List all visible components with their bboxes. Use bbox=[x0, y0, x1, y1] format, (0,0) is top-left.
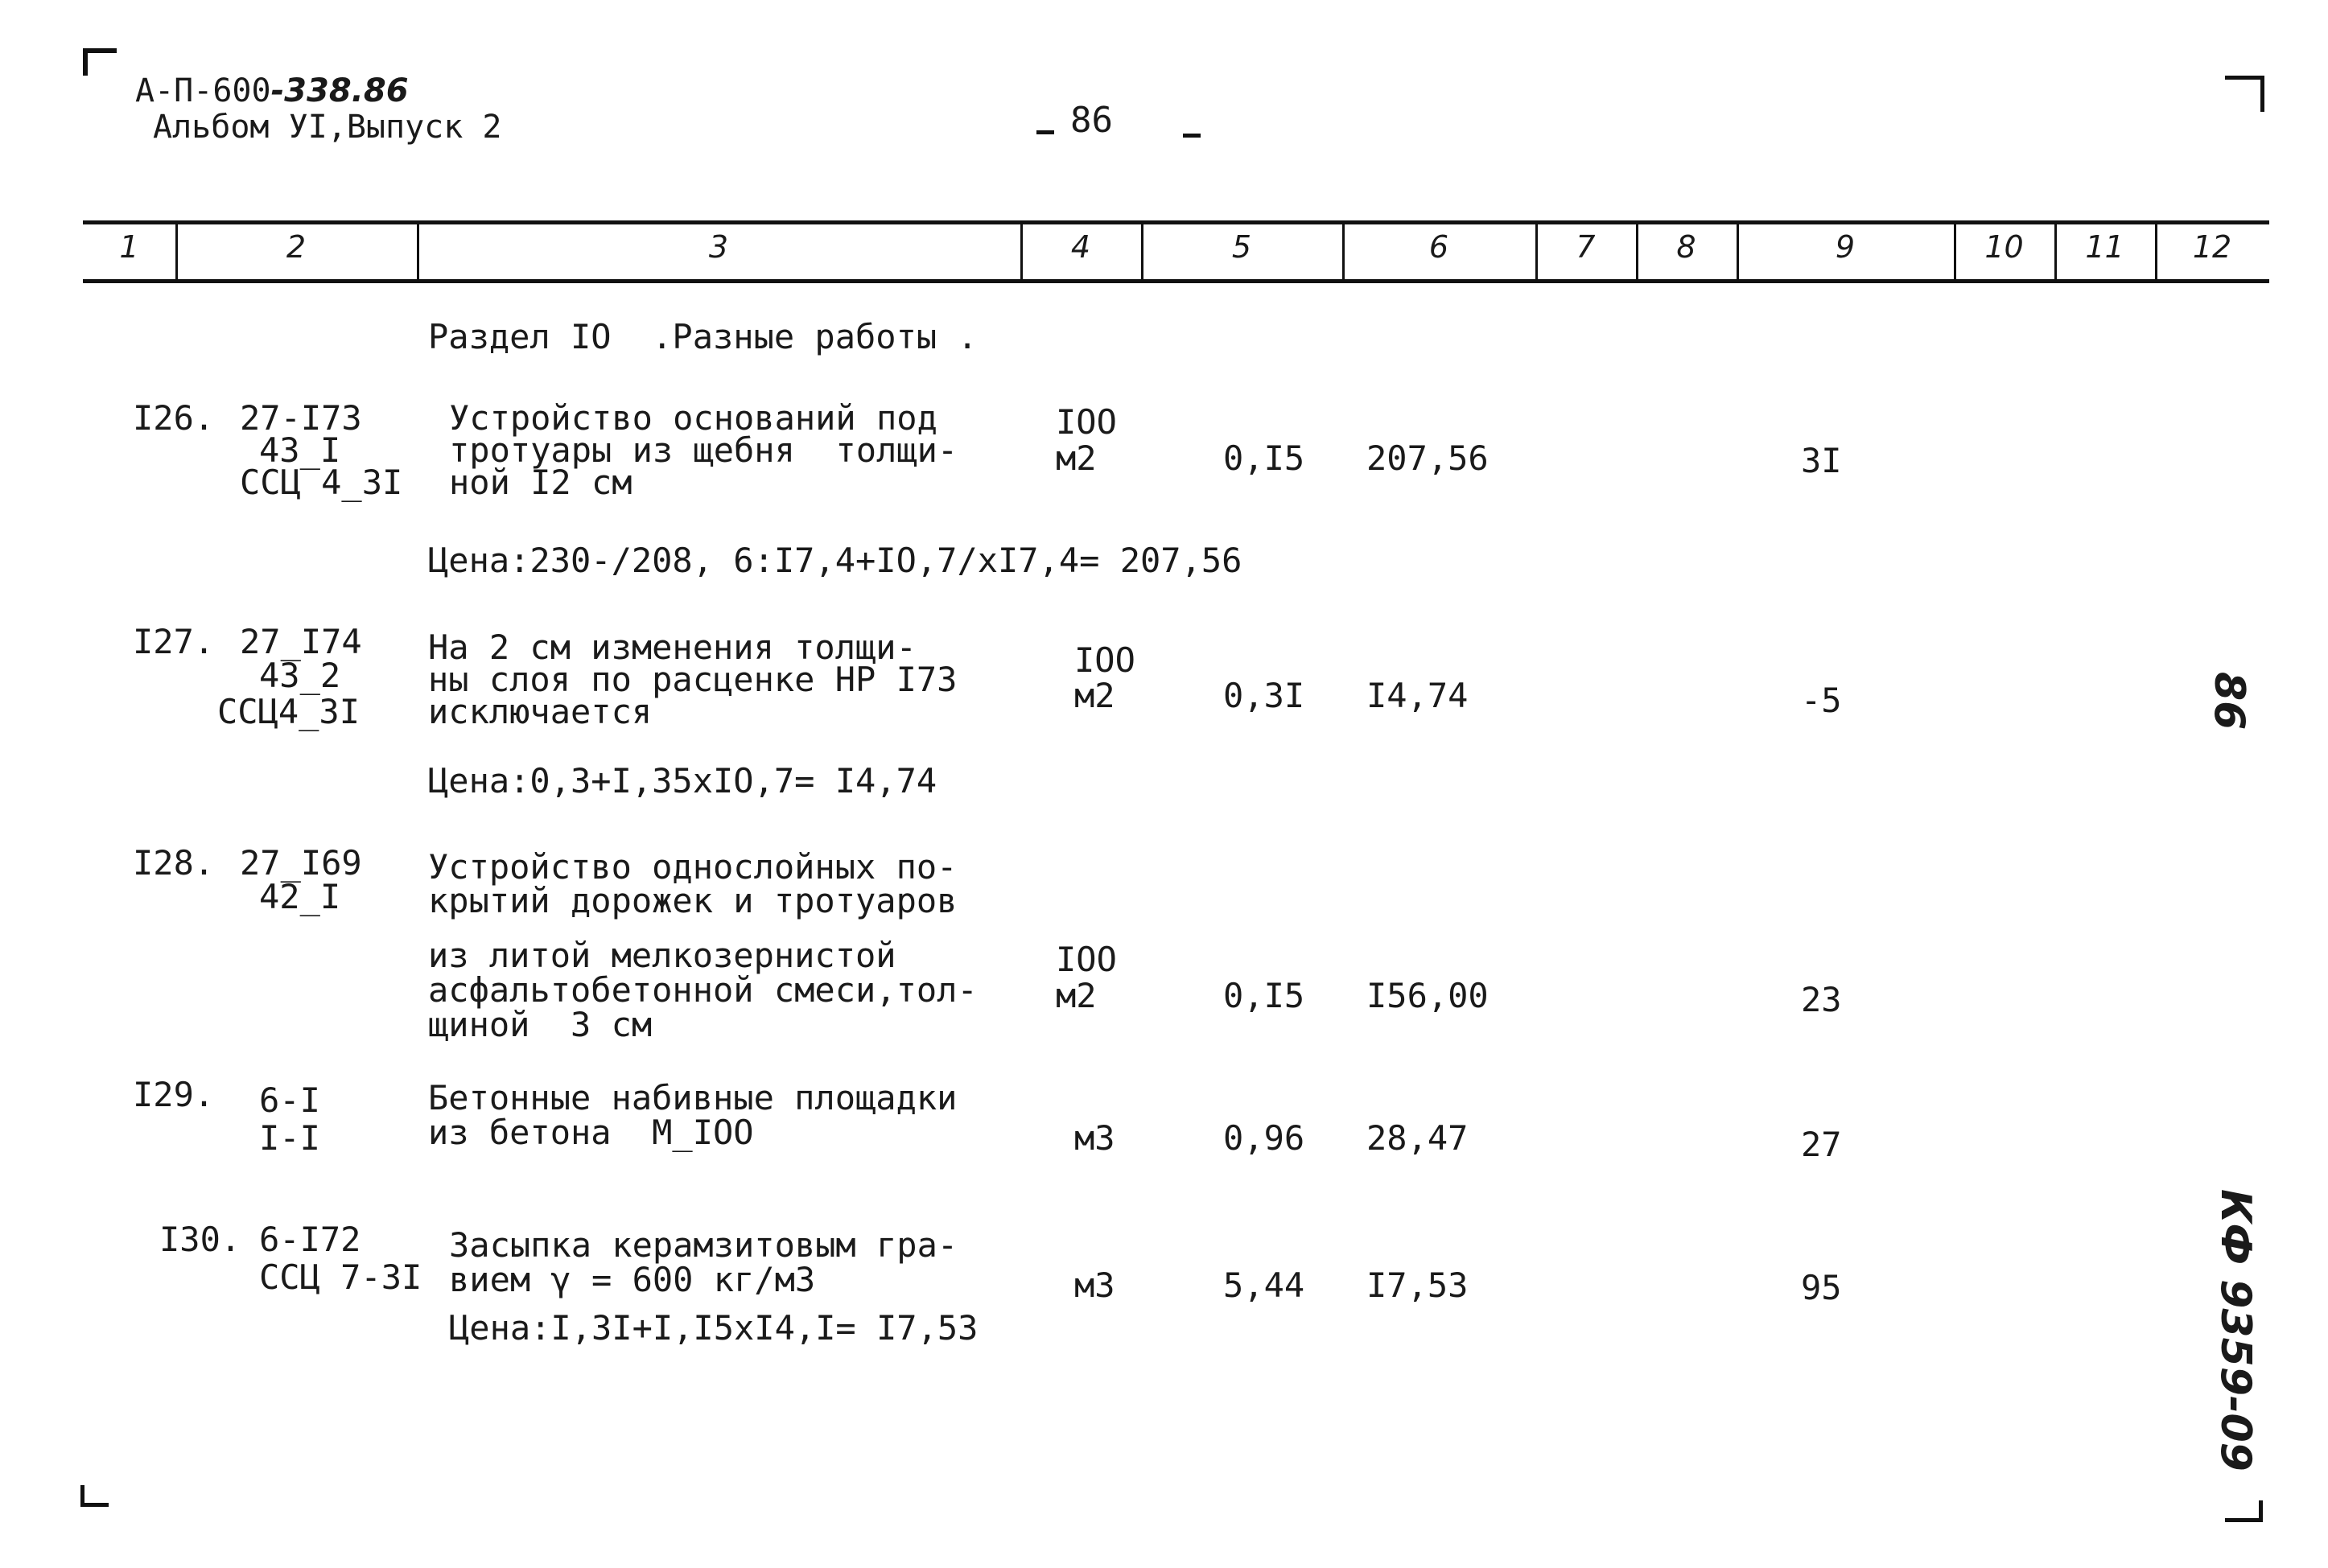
row-unit-price: I56,00 bbox=[1366, 976, 1489, 1015]
row-code: 42_I bbox=[259, 877, 341, 916]
row-price-note: Цена:0,3+I,35xIO,7= I4,74 bbox=[428, 761, 937, 800]
row-column-9: 27 bbox=[1801, 1125, 1842, 1164]
row-unit: м3 bbox=[1074, 1118, 1115, 1158]
column-header-1: 1 bbox=[119, 229, 139, 265]
column-header-2: 2 bbox=[286, 229, 307, 265]
column-header-12: 12 bbox=[2192, 229, 2232, 265]
margin-document-stamp: КФ 9359-09 bbox=[2211, 1189, 2260, 1471]
page-dash-right bbox=[1183, 134, 1201, 138]
table-header-rule bbox=[83, 279, 2269, 283]
margin-page-stamp: 86 bbox=[2205, 672, 2253, 730]
column-header-11: 11 bbox=[2085, 229, 2124, 265]
column-header-7: 7 bbox=[1576, 229, 1596, 265]
page-dash-left bbox=[1036, 130, 1054, 134]
row-column-9: 23 bbox=[1801, 980, 1842, 1019]
row-number: I26. bbox=[133, 398, 215, 438]
column-header-8: 8 bbox=[1676, 229, 1696, 265]
document-code-handwritten: -338.86 bbox=[270, 72, 409, 109]
row-unit: IOO bbox=[1056, 940, 1117, 979]
corner-mark-bottom-left bbox=[80, 1485, 109, 1507]
row-description: Устройство оснований под bbox=[449, 398, 937, 438]
column-header-10: 10 bbox=[1984, 229, 2024, 265]
row-quantity: 5,44 bbox=[1223, 1266, 1305, 1305]
row-unit: м2 bbox=[1056, 438, 1097, 478]
row-unit: м3 bbox=[1074, 1266, 1115, 1305]
corner-mark-top-right bbox=[2225, 76, 2264, 112]
page-number: 86 bbox=[1070, 100, 1113, 141]
row-column-9: -5 bbox=[1801, 681, 1842, 720]
row-code: ССЦ 4_3I bbox=[240, 463, 403, 502]
row-code: 6-I72 bbox=[259, 1220, 361, 1259]
column-header-9: 9 bbox=[1835, 229, 1856, 265]
row-code: 6-I bbox=[259, 1080, 320, 1120]
row-number: I29. bbox=[133, 1075, 215, 1114]
row-unit-price: I4,74 bbox=[1366, 676, 1469, 715]
row-description: Бетонные набивные площадки bbox=[428, 1078, 958, 1117]
row-code: I-I bbox=[259, 1118, 320, 1158]
row-unit: м2 bbox=[1074, 676, 1115, 715]
column-header-5: 5 bbox=[1231, 229, 1252, 265]
row-unit-price: 28,47 bbox=[1366, 1118, 1469, 1158]
row-price-note: Цена:I,3I+I,I5xI4,I= I7,53 bbox=[449, 1308, 979, 1348]
row-number: I27. bbox=[133, 622, 215, 661]
row-description: ной I2 см bbox=[449, 463, 632, 502]
row-quantity: 0,I5 bbox=[1223, 438, 1305, 478]
section-title: Раздел IO .Разные работы . bbox=[428, 317, 978, 356]
table-top-rule bbox=[83, 220, 2269, 224]
row-quantity: 0,I5 bbox=[1223, 976, 1305, 1015]
row-description: исключается bbox=[428, 692, 653, 731]
row-code: ССЦ 7-3I bbox=[259, 1257, 422, 1297]
row-code: 27-I73 bbox=[240, 398, 362, 438]
row-description: На 2 см изменения толщи- bbox=[428, 628, 917, 667]
row-description: щиной 3 см bbox=[428, 1005, 653, 1044]
row-description: ны слоя по расценке НР I73 bbox=[428, 660, 958, 699]
column-header-3: 3 bbox=[708, 229, 729, 265]
document-code bbox=[135, 72, 409, 109]
row-description: из бетона М_IOO bbox=[428, 1113, 754, 1152]
row-description: асфальтобетонной смеси,тол- bbox=[428, 970, 978, 1010]
row-code: ССЦ4_3I bbox=[217, 692, 361, 731]
row-description: Засыпка керамзитовым гра- bbox=[449, 1225, 958, 1265]
corner-mark-bottom-right bbox=[2225, 1500, 2263, 1522]
row-code: 43_2 bbox=[259, 656, 341, 695]
row-number: I28. bbox=[133, 843, 215, 883]
row-description: Устройство однослойных по- bbox=[428, 847, 958, 887]
column-header-6: 6 bbox=[1428, 229, 1449, 265]
row-code: 27_I69 bbox=[240, 843, 362, 883]
row-unit-price: 207,56 bbox=[1366, 438, 1489, 478]
row-quantity: 0,3I bbox=[1223, 676, 1305, 715]
corner-mark-top-left bbox=[83, 48, 117, 76]
row-description: из литой мелкозернистой bbox=[428, 936, 896, 975]
album-issue: Альбом УI,Выпуск 2 bbox=[153, 109, 502, 146]
column-header-4: 4 bbox=[1070, 229, 1091, 265]
row-code: 43_I bbox=[259, 430, 341, 470]
row-description: тротуары из щебня толщи- bbox=[449, 430, 958, 470]
row-code: 27_I74 bbox=[240, 622, 362, 661]
row-number: I30. bbox=[159, 1220, 241, 1259]
row-description: крытий дорожек и тротуаров bbox=[428, 881, 958, 920]
document-code-printed: А-П-600 bbox=[135, 72, 271, 109]
row-column-9: 3I bbox=[1801, 441, 1842, 480]
row-quantity: 0,96 bbox=[1223, 1118, 1305, 1158]
row-price-note: Цена:230-/208, 6:I7,4+IO,7/xI7,4= 207,56 bbox=[428, 541, 1242, 580]
row-column-9: 95 bbox=[1801, 1268, 1842, 1307]
row-unit: IOO bbox=[1056, 402, 1117, 442]
row-unit: IOO bbox=[1074, 640, 1135, 680]
row-unit-price: I7,53 bbox=[1366, 1266, 1469, 1305]
row-unit: м2 bbox=[1056, 976, 1097, 1015]
row-description: вием γ = 600 кг/м3 bbox=[449, 1260, 816, 1299]
